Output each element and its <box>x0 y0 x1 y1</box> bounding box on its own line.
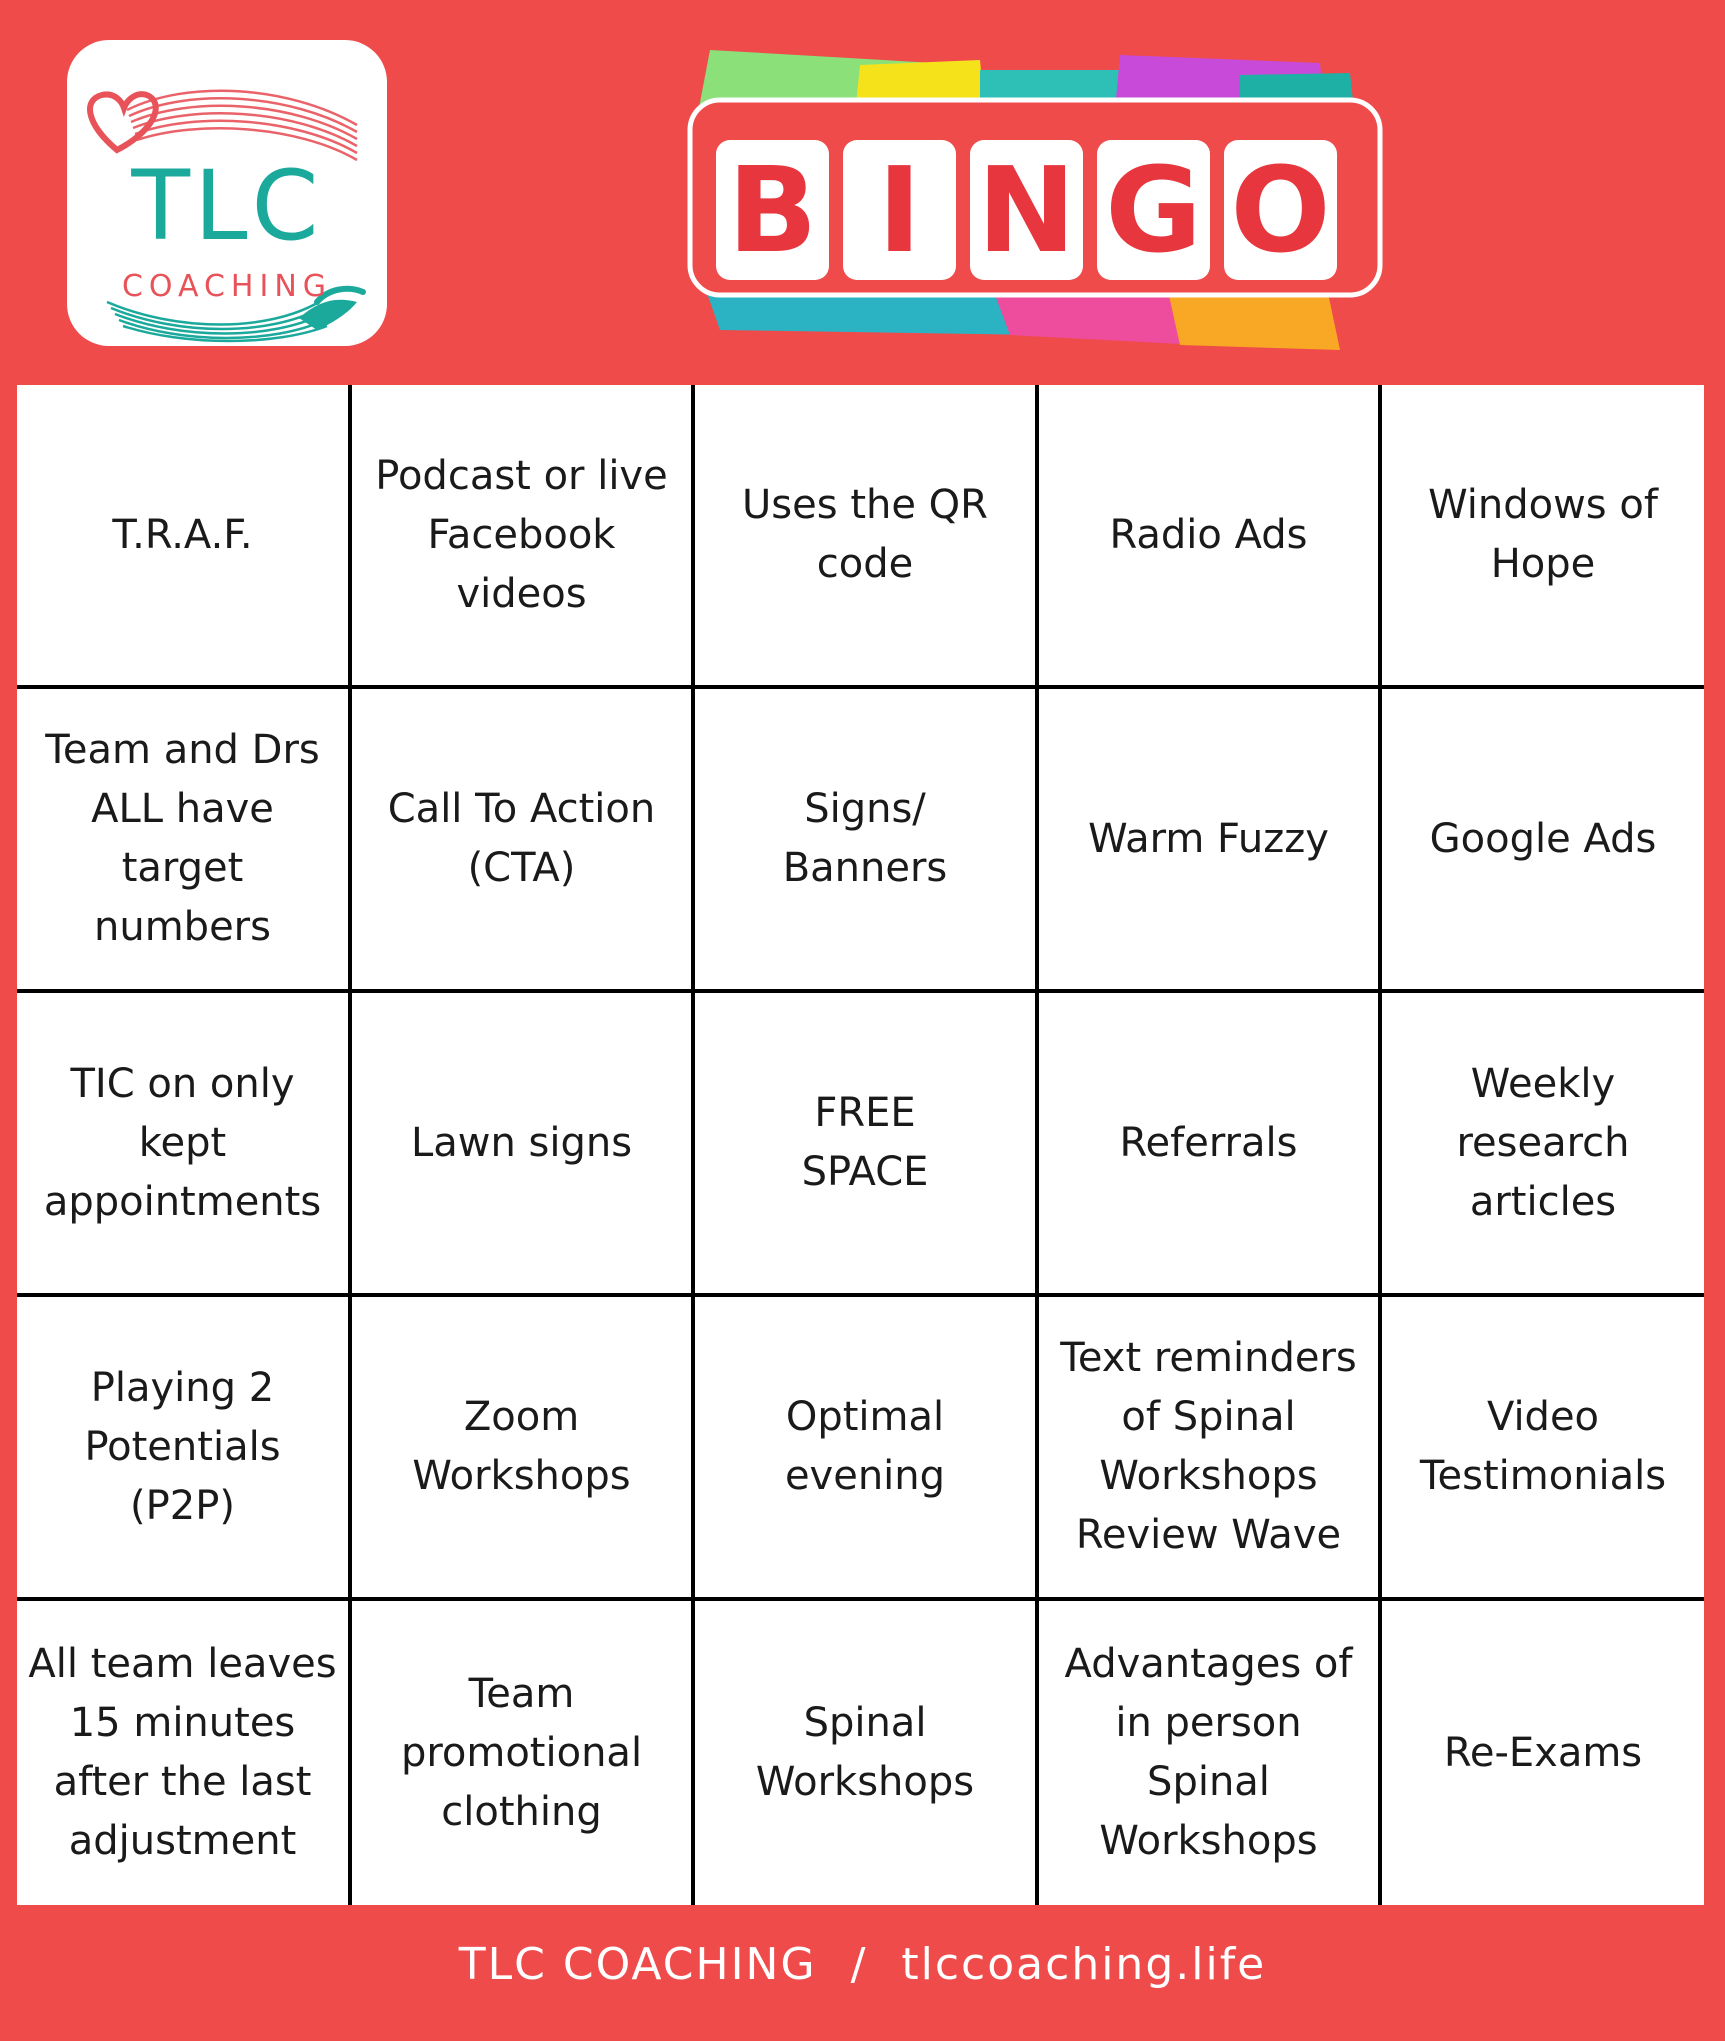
bingo-cell-r4c3[interactable]: Optimal evening <box>695 1297 1039 1601</box>
bingo-cell-r1c3[interactable]: Uses the QR code <box>695 385 1039 689</box>
bingo-cell-r4c1[interactable]: Playing 2 Potentials (P2P) <box>17 1297 352 1601</box>
bingo-cell-r1c5[interactable]: Windows of Hope <box>1382 385 1704 689</box>
bingo-cell-r5c5[interactable]: Re-Exams <box>1443 1729 1643 1776</box>
bingo-letter-n: N <box>970 140 1083 280</box>
bingo-cell-r4c2[interactable]: Zoom Workshops <box>352 1297 695 1601</box>
bingo-cell-r5c3[interactable]: Spinal Workshops <box>695 1601 1039 1905</box>
tlc-coaching-logo <box>67 40 387 346</box>
bingo-cell-r3c4[interactable]: Referrals <box>1039 993 1382 1297</box>
bingo-letter-o: O <box>1224 140 1337 280</box>
bingo-cell-r2c3[interactable]: Signs/ Banners <box>695 689 1039 993</box>
bingo-cell-r2c5[interactable]: Google Ads <box>1382 689 1704 993</box>
bingo-cell-r2c4[interactable]: Warm Fuzzy <box>1039 689 1382 993</box>
bingo-cell-r1c4[interactable]: Radio Ads <box>1039 385 1382 689</box>
logo-brand-text: TLC <box>131 150 323 262</box>
footer-website-link[interactable]: tlccoaching.life <box>901 1939 1267 1990</box>
bingo-banner <box>680 45 1400 355</box>
footer-separator: / <box>850 1939 868 1990</box>
bingo-cell-r5c2[interactable]: Team promotional clothing <box>352 1601 695 1905</box>
bingo-cell-r3c5[interactable]: Weekly research articles <box>1382 993 1704 1297</box>
bingo-cell-r1c1[interactable]: T.R.A.F. <box>17 385 352 689</box>
bingo-cell-r5c1[interactable]: All team leaves 15 minutes after the last adjustment <box>17 1601 352 1905</box>
bingo-letter-i: I <box>843 140 956 280</box>
bingo-cell-r4c5[interactable]: Video Testimonials <box>1382 1297 1704 1601</box>
bingo-cell-r1c2[interactable]: Podcast or live Facebook videos <box>352 385 695 689</box>
footer-company: TLC COACHING <box>458 1939 817 1990</box>
footer <box>0 1935 1725 1995</box>
bingo-letters <box>716 140 1337 280</box>
logo-tagline: COACHING <box>121 269 333 304</box>
bingo-card-grid <box>17 385 1704 1905</box>
bingo-cell-r2c1[interactable]: Team and Drs ALL have target numbers <box>17 689 352 993</box>
bingo-cell-r3c2[interactable]: Lawn signs <box>352 993 695 1297</box>
bingo-cell-r3c1[interactable]: TIC on only kept appointments <box>17 993 352 1297</box>
bingo-cell-r4c4[interactable]: Text reminders of Spinal Workshops Review Wave <box>1039 1297 1382 1601</box>
bingo-letter-b: B <box>716 140 829 280</box>
bingo-cell-r5c4[interactable]: Advantages of in person Spinal Workshops <box>1039 1601 1382 1905</box>
bingo-cell-r2c2[interactable]: Call To Action (CTA) <box>352 689 695 993</box>
bingo-letter-g: G <box>1097 140 1210 280</box>
bingo-cell-free-space[interactable]: FREE SPACE <box>695 993 1039 1297</box>
